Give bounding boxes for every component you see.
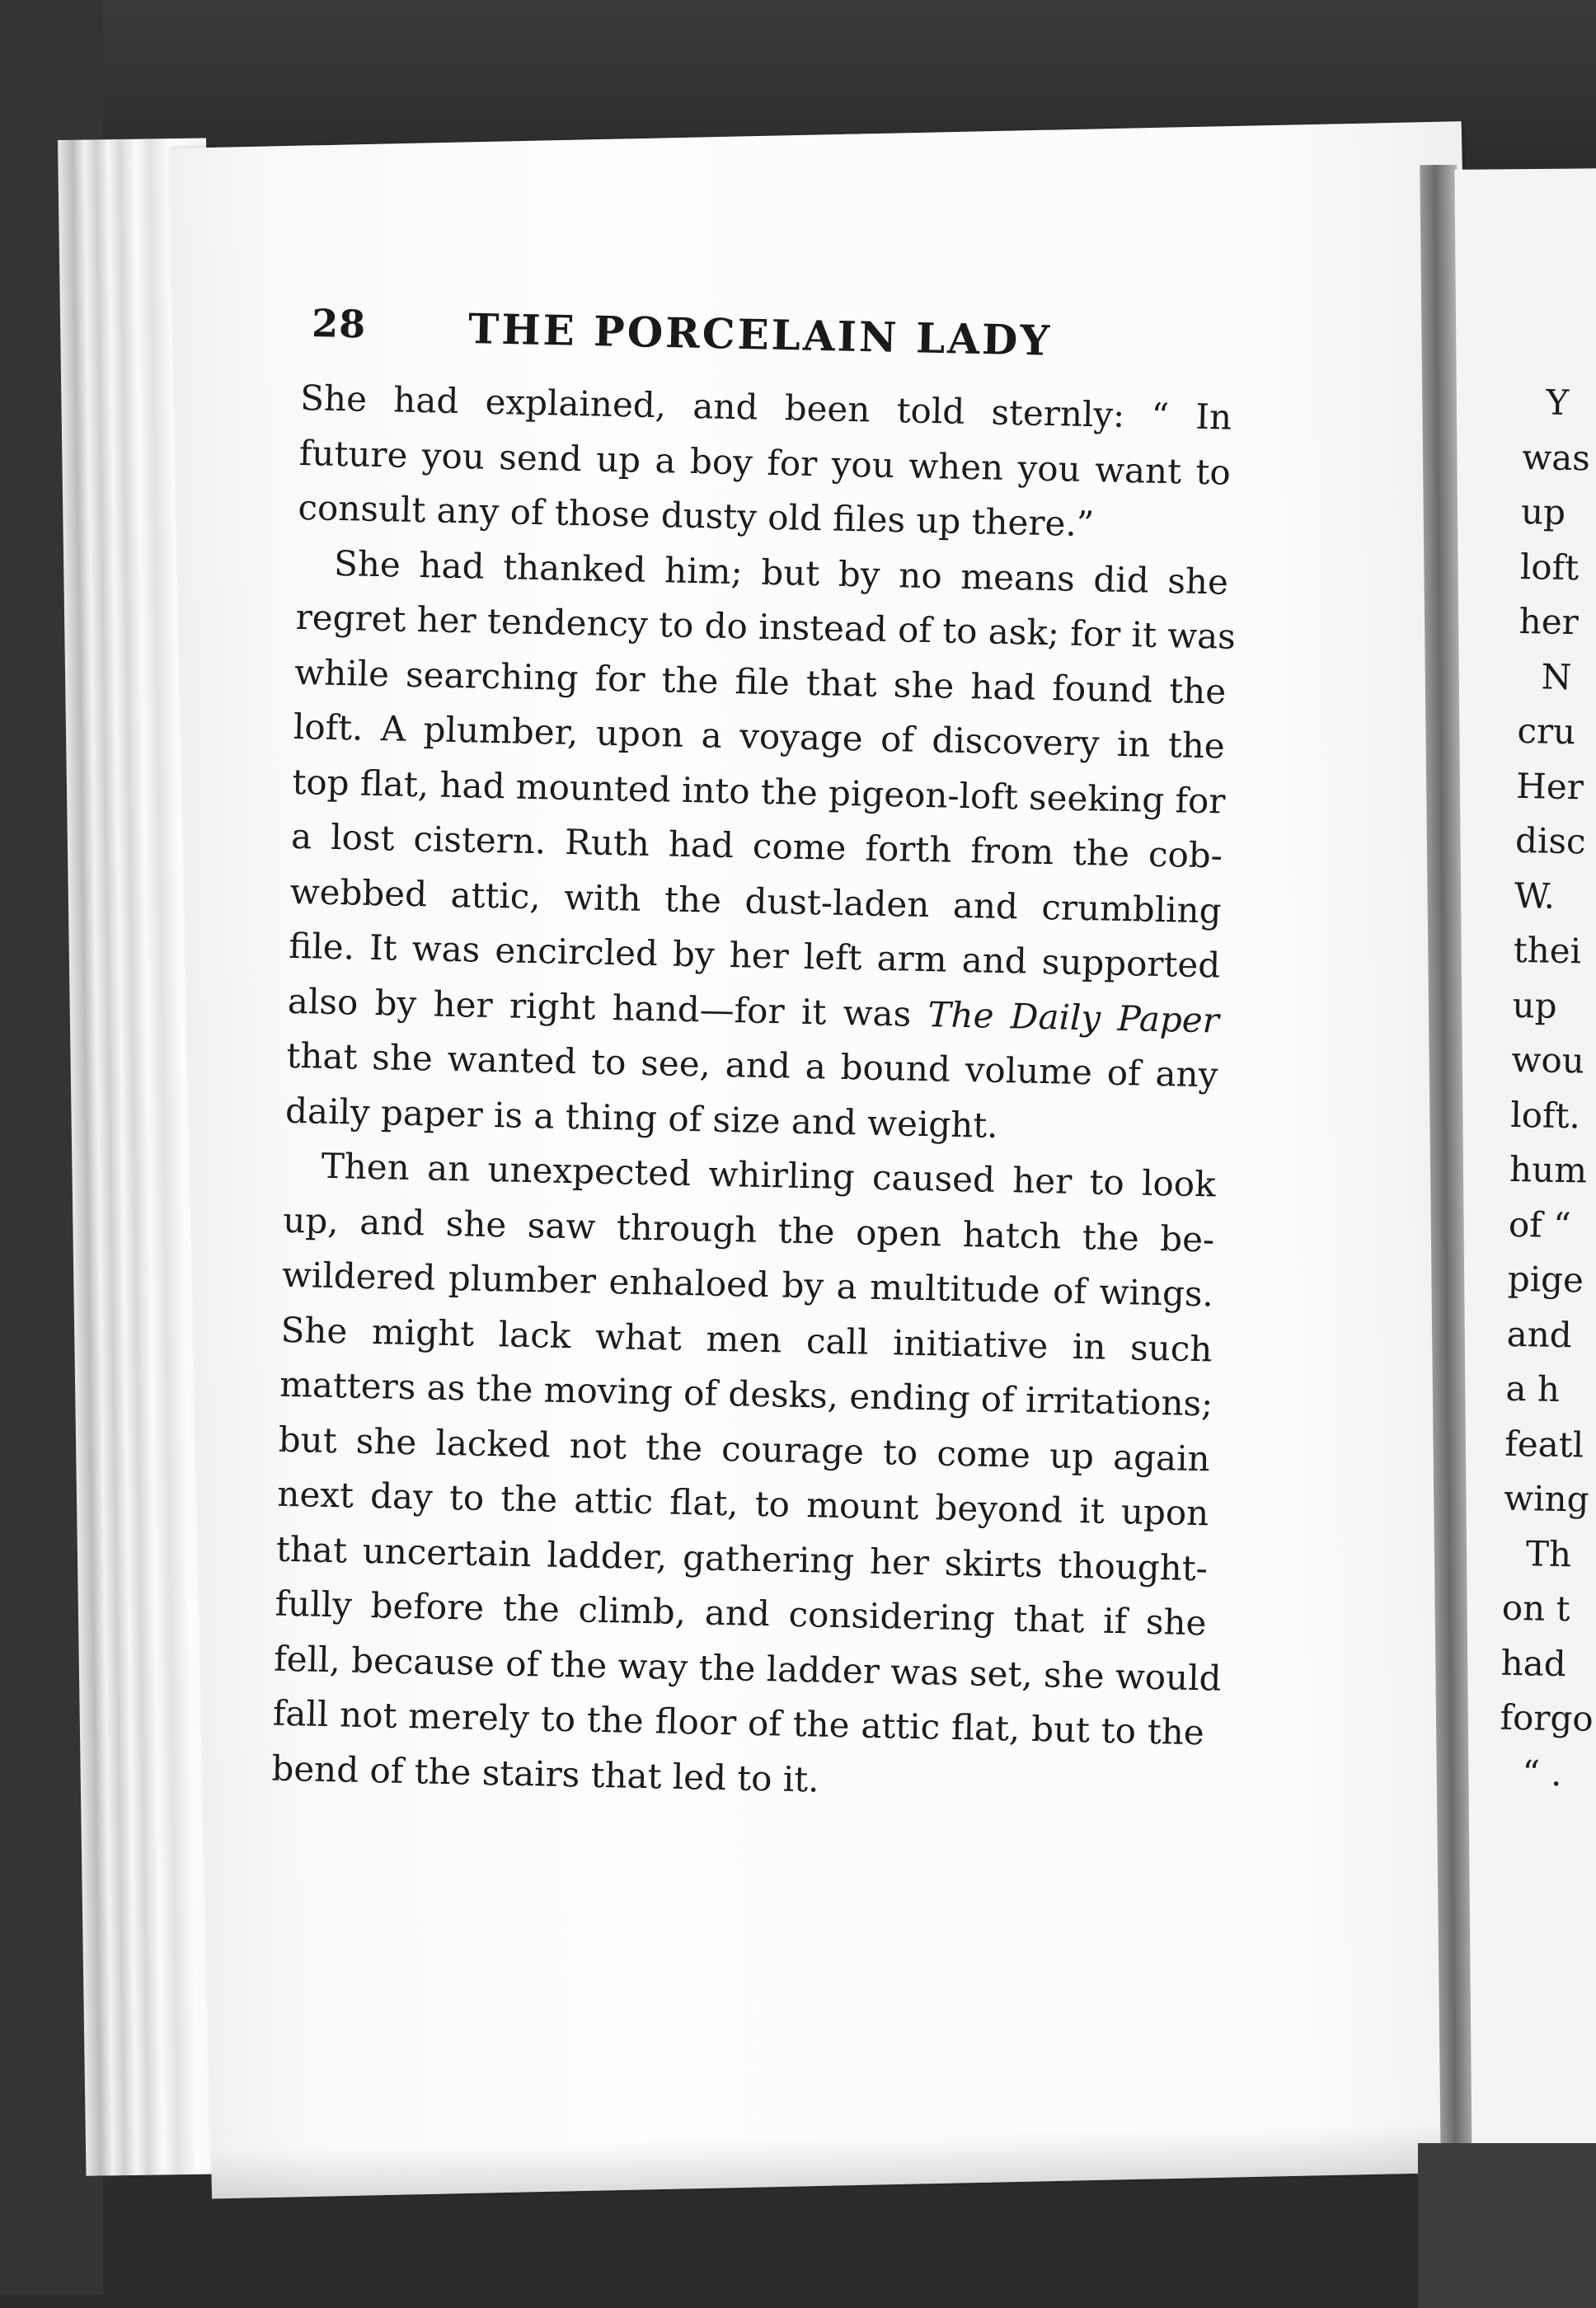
facing-fragment: forgo xyxy=(1500,1696,1594,1739)
text-line: that she wanted to see, and a bound volume of any xyxy=(286,1034,1218,1095)
facing-fragment: disc xyxy=(1514,819,1586,862)
facing-fragment: of “ xyxy=(1508,1203,1572,1245)
text-line: loft. A plumber, upon a voyage of discovery in the xyxy=(293,706,1226,767)
paragraph xyxy=(284,535,1237,1157)
page-number: 28 xyxy=(311,301,367,347)
text-line: also by her right hand—for it was The Daily Paper xyxy=(287,980,1220,1040)
facing-fragment: N xyxy=(1541,655,1572,697)
text-line: matters as the moving of desks, ending of irritations; xyxy=(279,1363,1213,1424)
text-line: daily paper is a thing of size and weight. xyxy=(284,1090,999,1146)
facing-fragment: W. xyxy=(1514,875,1556,917)
scan-background-corner xyxy=(1418,2143,1596,2308)
facing-fragment: wing xyxy=(1503,1477,1589,1520)
facing-fragment: cru xyxy=(1517,710,1576,753)
facing-fragment: Her xyxy=(1515,765,1584,807)
text-line: a lost cistern. Ruth had come forth from the cob- xyxy=(290,815,1223,876)
text-line: wildered plumber enhaloed by a multitude of wings. xyxy=(281,1254,1214,1315)
facing-fragment: up xyxy=(1520,490,1566,532)
text-line: Then an unexpected whirling caused her to look xyxy=(321,1145,1217,1205)
body-text xyxy=(270,371,1237,1815)
facing-fragment: wou xyxy=(1511,1039,1585,1081)
text-line: She had thanked him; but by no means did she xyxy=(333,542,1229,603)
text-line: fall not merely to the floor of the attic flat, but to the xyxy=(272,1692,1205,1753)
text-line: up, and she saw through the open hatch the be- xyxy=(282,1199,1215,1260)
text-line: top flat, had mounted into the pigeon-loft seeking for xyxy=(292,761,1226,822)
text-line: future you send up a boy for you when you want to xyxy=(298,432,1232,493)
facing-fragment: hum xyxy=(1509,1148,1588,1191)
facing-fragment: Y xyxy=(1546,382,1570,423)
facing-fragment: thei xyxy=(1513,929,1582,972)
text-line: fell, because of the way the ladder was set, she would xyxy=(273,1638,1222,1699)
facing-fragment: Th xyxy=(1525,1532,1572,1574)
facing-fragment: “ . xyxy=(1521,1752,1563,1794)
facing-fragment: her xyxy=(1519,600,1580,643)
facing-fragment: featl xyxy=(1504,1423,1584,1465)
facing-fragment: and xyxy=(1506,1313,1573,1355)
newspaper-title: The Daily Paper xyxy=(927,993,1220,1040)
text-line: bend of the stairs that led to it. xyxy=(270,1747,819,1800)
text-line: regret her tendency to do instead of to ask; for it was xyxy=(295,596,1237,657)
text-line: that uncertain ladder, gathering her skirts thought- xyxy=(275,1528,1209,1588)
text-line: but she lacked not the courage to come up again xyxy=(278,1419,1211,1479)
facing-fragment: on t xyxy=(1501,1587,1570,1630)
paragraph xyxy=(270,1138,1222,1815)
text-line: file. It was encircled by her left arm and supported xyxy=(288,925,1221,986)
text-line: She might lack what men call initiative in such xyxy=(280,1309,1213,1369)
text-line: She had explained, and been told sternly: “ In xyxy=(299,377,1232,438)
facing-fragment: loft. xyxy=(1509,1094,1581,1136)
facing-fragment: had xyxy=(1500,1642,1567,1684)
facing-fragment: was xyxy=(1521,436,1591,478)
facing-fragment: a h xyxy=(1505,1367,1561,1410)
running-title: THE PORCELAIN LADY xyxy=(467,303,1053,365)
text-line: next day to the attic flat, to mount beyond it upon xyxy=(276,1473,1209,1534)
text-line: while searching for the file that she had found the xyxy=(293,651,1227,712)
text-line: fully before the climb, and considering that if she xyxy=(275,1583,1207,1644)
text-line: webbed attic, with the dust-laden and crumbling xyxy=(289,870,1223,931)
facing-fragment: loft xyxy=(1519,546,1580,588)
facing-fragment: up xyxy=(1512,984,1558,1026)
text-line: consult any of those dusty old files up there.” xyxy=(298,486,1095,545)
paragraph xyxy=(298,371,1232,555)
facing-fragment: pige xyxy=(1507,1258,1584,1301)
